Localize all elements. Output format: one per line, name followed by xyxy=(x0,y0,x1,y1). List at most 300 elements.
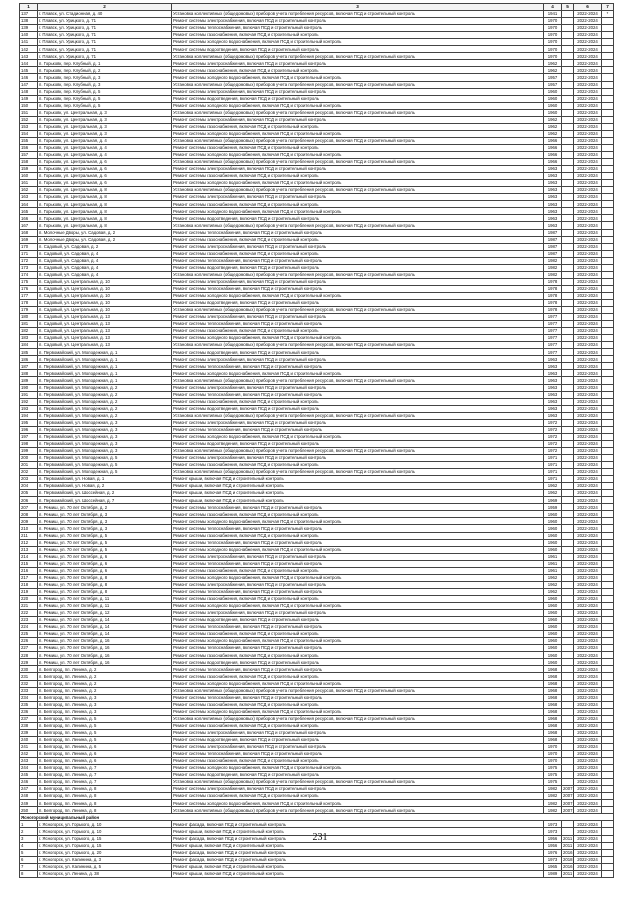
cell-build-year: 1977 xyxy=(544,342,562,349)
cell-note xyxy=(602,222,614,229)
cell-note xyxy=(602,800,614,807)
cell-row-number: 242 xyxy=(20,750,38,757)
cell-repair-year xyxy=(562,39,574,46)
cell-repair-year: 2011 xyxy=(563,835,573,841)
cell-note xyxy=(602,307,614,314)
cell-planned-period: 2022-2024 xyxy=(574,215,602,222)
cell-build-year: 1962 xyxy=(544,130,562,137)
cell-note xyxy=(602,321,614,328)
table-row xyxy=(20,581,614,588)
cell-repair-year xyxy=(562,602,574,609)
cell-address: п. Белгород, пл. Ленина, д. 8 xyxy=(38,807,172,814)
cell-build-year: 1978 xyxy=(544,285,562,292)
cell-build-year: 1978 xyxy=(544,307,562,314)
cell-build-year: 1961 xyxy=(544,567,562,574)
cell-note xyxy=(602,377,614,384)
col-header-3: 3 xyxy=(172,4,544,11)
cell-build-year: 1960 xyxy=(544,638,562,645)
cell-work-type: Установка коллективных (общедомовых) приборов учета потребления ресурсов, включая ПСД и строительный контроль xyxy=(172,11,544,18)
cell-planned-period: 2022-2024 xyxy=(574,285,602,292)
cell-row-number: 224 xyxy=(20,624,38,631)
cell-row-number: 166 xyxy=(20,215,38,222)
cell-row-number: 154 xyxy=(20,130,38,137)
cell-planned-period: 2022-2024 xyxy=(574,208,602,215)
cell-build-year: 1960 xyxy=(544,645,562,652)
cell-work-type: Ремонт системы газоснабжения, включая ПСД и строительный контроль xyxy=(172,631,544,638)
cell-note xyxy=(602,39,614,46)
cell-row-number: 228 xyxy=(20,652,38,659)
table-row xyxy=(20,504,614,511)
cell-planned-period: 2022-2024 xyxy=(574,595,602,602)
table-row xyxy=(20,426,614,433)
section-title: Ясногорский муниципальный район xyxy=(20,814,614,821)
cell-repair-year: 2011 xyxy=(563,870,573,876)
cell-repair-year xyxy=(562,250,574,257)
cell-repair-year xyxy=(562,405,574,412)
table-row xyxy=(20,405,614,412)
cell-address: п. Первомайский, ул. Молодежная, д. 3 xyxy=(38,447,172,454)
cell-address: п. Первомайский, ул. Молодежная, д. 5 xyxy=(38,462,172,469)
cell-address: п. Горьковк, пер. Клубный, д. 3 xyxy=(38,74,172,81)
cell-build-year: 1960 xyxy=(544,631,562,638)
cell-work-type: Ремонт системы электроснабжения, включая ПСД и строительный контроль xyxy=(172,786,544,793)
cell-note xyxy=(602,793,614,800)
table-row xyxy=(20,673,614,680)
cell-address: п. Садовый, ул. Центральная, д. 13 xyxy=(38,328,172,335)
cell-row-number: 190 xyxy=(20,384,38,391)
table-row xyxy=(20,271,614,278)
cell-note xyxy=(602,88,614,95)
cell-row-number: 216 xyxy=(20,567,38,574)
table-row xyxy=(20,88,614,95)
cell-build-year: 1977 xyxy=(544,349,562,356)
cell-address: п. Первомайский, ул. Молодежная, д. 1 xyxy=(38,349,172,356)
cell-build-year: 1972 xyxy=(544,426,562,433)
cell-repair-year xyxy=(562,539,574,546)
table-row xyxy=(20,708,614,715)
cell-row-number: 204 xyxy=(20,483,38,490)
cell-row-number: 244 xyxy=(20,765,38,772)
cell-address: п. Горьковк, пер. Клубный, д. 1 xyxy=(38,60,172,67)
cell-address: п. Белгород, пл. Ленина, д. 5 xyxy=(38,729,172,736)
cell-note xyxy=(602,116,614,123)
cell-repair-year xyxy=(562,659,574,666)
cell-note xyxy=(602,779,614,786)
table-row xyxy=(20,722,614,729)
cell-repair-year xyxy=(562,645,574,652)
cell-build-year: 1960 xyxy=(544,659,562,666)
cell-build-year: 1972 xyxy=(544,419,562,426)
cell-row-number: 236 xyxy=(20,708,38,715)
cell-work-type: Ремонт системы газоснабжения, включая ПСД и строительный контроль xyxy=(172,793,544,800)
cell-repair-year xyxy=(562,666,574,673)
cell-row-number: 203 xyxy=(20,476,38,483)
cell-build-year: 1977 xyxy=(544,314,562,321)
table-row xyxy=(20,166,614,173)
cell-address: п. Садовый, ул. Садовая, д. 4 xyxy=(38,271,172,278)
cell-note xyxy=(602,32,614,39)
table-row xyxy=(20,546,614,553)
cell-build-year: 1962 xyxy=(544,123,562,130)
cell-row-number: 214 xyxy=(20,553,38,560)
cell-planned-period: 2022-2024 xyxy=(574,673,602,680)
cell-planned-period: 2022-2024 xyxy=(574,377,602,384)
cell-work-type: Установка коллективных (общедомовых) приборов учета потребления ресурсов, включая ПСД и строительный контроль xyxy=(172,469,544,476)
cell-repair-year xyxy=(562,476,574,483)
table-row xyxy=(20,250,614,257)
cell-build-year: 1982 xyxy=(544,271,562,278)
cell-build-year: 1963 xyxy=(544,173,562,180)
cell-row-number: 188 xyxy=(20,370,38,377)
cell-work-type: Установка коллективных (общедомовых) приборов учета потребления ресурсов, включая ПСД и строительный контроль xyxy=(172,377,544,384)
cell-address: п. Белгород, пл. Ленина, д. 3 xyxy=(38,708,172,715)
cell-planned-period: 2022-2024 xyxy=(574,222,602,229)
cell-note xyxy=(602,567,614,574)
cell-address: п. Ремиш, ул. 70 лет Октября, д. 3 xyxy=(38,525,172,532)
cell-work-type: Установка коллективных (общедомовых) приборов учета потребления ресурсов, включая ПСД и строительный контроль xyxy=(172,779,544,786)
table-row xyxy=(20,617,614,624)
cell-address: п. Садовый, ул. Центральная, д. 10 xyxy=(38,278,172,285)
cell-planned-period: 2022-2024 xyxy=(574,328,602,335)
table-row xyxy=(20,285,614,292)
cell-row-number: 144 xyxy=(20,60,38,67)
cell-work-type: Ремонт системы холодного водоснабжения, включая ПСД и строительный контроль xyxy=(172,370,544,377)
cell-build-year: 1960 xyxy=(544,525,562,532)
cell-repair-year xyxy=(562,595,574,602)
cell-work-type: Установка коллективных (общедомовых) приборов учета потребления ресурсов, включая ПСД и строительный контроль xyxy=(172,807,544,814)
cell-note xyxy=(602,680,614,687)
table-row xyxy=(20,349,614,356)
cell-row-number: 215 xyxy=(20,560,38,567)
cell-planned-period: 2022-2024 xyxy=(574,560,602,567)
cell-build-year: 1978 xyxy=(544,292,562,299)
cell-work-type: Ремонт крыши, включая ПСД и строительный контроль xyxy=(172,497,544,504)
cell-work-type: Ремонт системы холодного водоснабжения, включая ПСД и строительный контроль xyxy=(172,680,544,687)
cell-planned-period: 2022-2024 xyxy=(574,504,602,511)
cell-work-type: Ремонт системы газоснабжения, включая ПСД и строительный контроль xyxy=(172,144,544,151)
cell-note xyxy=(602,194,614,201)
table-row xyxy=(20,694,614,701)
cell-build-year: 1975 xyxy=(544,765,562,772)
cell-repair-year xyxy=(562,574,574,581)
cell-repair-year xyxy=(562,137,574,144)
cell-repair-year xyxy=(562,299,574,306)
cell-repair-year xyxy=(562,271,574,278)
cell-address: п. Ремиш, ул. 70 лет Октября, д. 14 xyxy=(38,624,172,631)
cell-planned-period: 2022-2024 xyxy=(574,793,602,800)
cell-address: п. Первомайский, ул. Новая, д. 2 xyxy=(38,483,172,490)
cell-note xyxy=(602,257,614,264)
cell-work-type: Ремонт системы теплоснабжения, включая ПСД и строительный контроль xyxy=(172,666,544,673)
cell-work-type: Ремонт системы электроснабжения, включая ПСД и строительный контроль xyxy=(172,314,544,321)
cell-note xyxy=(602,750,614,757)
cell-work-type: Ремонт системы электроснабжения, включая ПСД и строительный контроль xyxy=(172,243,544,250)
cell-work-type: Ремонт системы холодного водоснабжения, включая ПСД и строительный контроль xyxy=(172,800,544,807)
table-row xyxy=(20,151,614,158)
cell-build-year: 1960 xyxy=(544,539,562,546)
table-row xyxy=(20,67,614,74)
cell-note xyxy=(602,67,614,74)
cell-note xyxy=(602,109,614,116)
cell-note xyxy=(602,666,614,673)
cell-work-type: Ремонт системы холодного водоснабжения, включая ПСД и строительный контроль xyxy=(172,102,544,109)
cell-build-year: 1968 xyxy=(544,722,562,729)
table-row xyxy=(20,800,614,807)
cell-build-year: 1970 xyxy=(544,32,562,39)
cell-row-number: 172 xyxy=(20,257,38,264)
cell-build-year: 1982 xyxy=(544,257,562,264)
cell-planned-period: 2022-2024 xyxy=(574,750,602,757)
cell-planned-period: 2022-2024 xyxy=(574,835,602,842)
capital-repair-table-sheet xyxy=(19,3,613,878)
cell-work-type: Ремонт системы холодного водоснабжения, включая ПСД и строительный контроль xyxy=(172,546,544,553)
cell-repair-year xyxy=(562,243,574,250)
cell-row-number: 237 xyxy=(20,715,38,722)
cell-address: г. Ясногорск, ул. Горького, д. 15 xyxy=(38,835,172,842)
cell-build-year: 1969 xyxy=(544,497,562,504)
cell-repair-year xyxy=(562,342,574,349)
cell-build-year: 1963 xyxy=(544,222,562,229)
table-row xyxy=(20,222,614,229)
table-row xyxy=(20,553,614,560)
cell-note xyxy=(602,419,614,426)
cell-row-number: 146 xyxy=(20,74,38,81)
table-row xyxy=(20,46,614,53)
cell-address: п. Белгород, пл. Ленина, д. 7 xyxy=(38,772,172,779)
cell-note xyxy=(602,391,614,398)
cell-build-year: 1963 xyxy=(544,377,562,384)
cell-planned-period: 2022-2024 xyxy=(574,610,602,617)
cell-planned-period: 2022-2024 xyxy=(574,525,602,532)
cell-repair-year xyxy=(562,187,574,194)
cell-build-year: 1968 xyxy=(544,680,562,687)
cell-work-type: Ремонт системы электроснабжения, включая ПСД и строительный контроль xyxy=(172,610,544,617)
cell-repair-year: 2007 xyxy=(563,807,573,813)
cell-row-number: 137 xyxy=(20,11,38,18)
cell-planned-period: 2022-2024 xyxy=(574,518,602,525)
cell-planned-period: 2022-2024 xyxy=(574,67,602,74)
cell-work-type: Ремонт системы электроснабжения, включая ПСД и строительный контроль xyxy=(172,166,544,173)
cell-work-type: Ремонт системы газоснабжения, включая ПСД и строительный контроль xyxy=(172,511,544,518)
cell-build-year: 1970 xyxy=(544,750,562,757)
cell-note xyxy=(602,863,614,870)
cell-row-number: 158 xyxy=(20,159,38,166)
cell-note xyxy=(602,123,614,130)
cell-planned-period: 2022-2024 xyxy=(574,821,602,828)
cell-row-number: 218 xyxy=(20,581,38,588)
cell-work-type: Ремонт системы газоснабжения, включая ПСД и строительный контроль xyxy=(172,652,544,659)
cell-row-number: 202 xyxy=(20,469,38,476)
cell-work-type: Ремонт системы водоотведения, включая ПСД и строительный контроль xyxy=(172,264,544,271)
cell-planned-period: 2022-2024 xyxy=(574,447,602,454)
cell-address: г. Ясногорск, ул. Горького, д. 20 xyxy=(38,849,172,856)
cell-repair-year xyxy=(562,652,574,659)
cell-planned-period: 2022-2024 xyxy=(574,342,602,349)
cell-repair-year xyxy=(562,412,574,419)
cell-planned-period: 2022-2024 xyxy=(574,18,602,25)
cell-work-type: Ремонт системы электроснабжения, включая ПСД и строительный контроль xyxy=(172,116,544,123)
cell-note xyxy=(602,694,614,701)
cell-address: п. Молочные Дворы, ул. Садовая, д. 2 xyxy=(38,229,172,236)
cell-planned-period: 2022-2024 xyxy=(574,624,602,631)
cell-note xyxy=(602,772,614,779)
cell-row-number: 184 xyxy=(20,342,38,349)
cell-build-year: 1960 xyxy=(544,610,562,617)
cell-note xyxy=(602,574,614,581)
cell-repair-year xyxy=(562,391,574,398)
cell-planned-period: 2022-2024 xyxy=(574,588,602,595)
cell-repair-year xyxy=(562,631,574,638)
cell-planned-period: 2022-2024 xyxy=(574,863,602,870)
table-row xyxy=(20,497,614,504)
cell-build-year: 1962 xyxy=(544,581,562,588)
cell-row-number: 141 xyxy=(20,39,38,46)
table-row xyxy=(20,701,614,708)
cell-address: г. Плавск, ул. Стадионная, д. 40 xyxy=(38,11,172,18)
cell-row-number: 243 xyxy=(20,758,38,765)
cell-row-number: 210 xyxy=(20,525,38,532)
table-row xyxy=(20,384,614,391)
table-row xyxy=(20,264,614,271)
cell-note xyxy=(602,870,614,877)
cell-repair-year xyxy=(562,532,574,539)
cell-row-number: 219 xyxy=(20,588,38,595)
cell-work-type: Ремонт системы холодного водоснабжения, включая ПСД и строительный контроль xyxy=(172,208,544,215)
cell-planned-period: 2022-2024 xyxy=(574,708,602,715)
cell-note xyxy=(602,687,614,694)
cell-planned-period: 2022-2024 xyxy=(574,772,602,779)
cell-note xyxy=(602,532,614,539)
cell-address: п. Белгород, пл. Ленина, д. 7 xyxy=(38,765,172,772)
cell-build-year: 1970 xyxy=(544,46,562,53)
cell-address: п. Ремиш, ул. 70 лет Октября, д. 11 xyxy=(38,602,172,609)
cell-note xyxy=(602,412,614,419)
table-row xyxy=(20,680,614,687)
table-row xyxy=(20,666,614,673)
cell-build-year: 1962 xyxy=(544,483,562,490)
cell-repair-year xyxy=(562,553,574,560)
cell-build-year: 1971 xyxy=(544,462,562,469)
cell-planned-period: 2022-2024 xyxy=(574,314,602,321)
table-row xyxy=(20,807,614,814)
cell-row-number: 170 xyxy=(20,243,38,250)
cell-row-number: 175 xyxy=(20,278,38,285)
table-row xyxy=(20,793,614,800)
cell-build-year: 1960 xyxy=(544,532,562,539)
table-body xyxy=(20,11,614,878)
cell-repair-year xyxy=(562,335,574,342)
cell-work-type: Ремонт системы теплоснабжения, включая ПСД и строительный контроль xyxy=(172,560,544,567)
cell-build-year: 1962 xyxy=(544,574,562,581)
cell-repair-year xyxy=(562,292,574,299)
cell-build-year: 1973 xyxy=(544,856,562,863)
cell-repair-year: 2007 xyxy=(563,793,573,799)
cell-repair-year xyxy=(562,447,574,454)
cell-work-type: Ремонт фасада, включая ПСД и строительный контроль xyxy=(172,849,544,856)
cell-planned-period: 2022-2024 xyxy=(574,553,602,560)
cell-address: п. Горьковк, ул. Центральная, д. 4 xyxy=(38,151,172,158)
cell-build-year: 1987 xyxy=(544,236,562,243)
cell-planned-period: 2022-2024 xyxy=(574,469,602,476)
cell-repair-year xyxy=(562,588,574,595)
cell-repair-year xyxy=(562,173,574,180)
cell-repair-year xyxy=(562,497,574,504)
cell-build-year: 1963 xyxy=(544,363,562,370)
cell-repair-year: 2011 xyxy=(563,842,573,848)
cell-planned-period: 2022-2024 xyxy=(574,264,602,271)
cell-note xyxy=(602,581,614,588)
cell-repair-year xyxy=(562,67,574,74)
cell-note xyxy=(602,102,614,109)
cell-planned-period: 2022-2024 xyxy=(574,398,602,405)
cell-note xyxy=(602,786,614,793)
cell-note xyxy=(602,708,614,715)
cell-repair-year xyxy=(562,758,574,765)
table-row xyxy=(20,624,614,631)
cell-build-year: 1957 xyxy=(544,81,562,88)
cell-repair-year xyxy=(562,504,574,511)
cell-build-year: 1978 xyxy=(544,278,562,285)
cell-row-number: 207 xyxy=(20,504,38,511)
cell-row-number: 205 xyxy=(20,490,38,497)
cell-note xyxy=(602,243,614,250)
cell-repair-year xyxy=(562,398,574,405)
table-row xyxy=(20,137,614,144)
cell-address: п. Белгород, пл. Ленина, д. 5 xyxy=(38,736,172,743)
cell-build-year: 1956 xyxy=(544,842,562,849)
cell-repair-year xyxy=(562,694,574,701)
cell-address: п. Садовый, ул. Садовая, д. 4 xyxy=(38,250,172,257)
cell-build-year: 1960 xyxy=(544,102,562,109)
cell-work-type: Ремонт системы холодного водоснабжения, включая ПСД и строительный контроль xyxy=(172,39,544,46)
col-header-2: 2 xyxy=(38,4,172,11)
table-row xyxy=(20,743,614,750)
cell-repair-year xyxy=(562,229,574,236)
cell-planned-period: 2022-2024 xyxy=(574,765,602,772)
cell-row-number: 191 xyxy=(20,391,38,398)
cell-row-number: 168 xyxy=(20,229,38,236)
cell-work-type: Ремонт фасада, включая ПСД и строительный контроль xyxy=(172,856,544,863)
cell-repair-year xyxy=(562,624,574,631)
cell-note xyxy=(602,631,614,638)
cell-work-type: Ремонт системы электроснабжения, включая ПСД и строительный контроль xyxy=(172,278,544,285)
table-row xyxy=(20,335,614,342)
cell-repair-year xyxy=(562,307,574,314)
cell-planned-period: 2022-2024 xyxy=(574,130,602,137)
table-row xyxy=(20,377,614,384)
cell-planned-period: 2022-2024 xyxy=(574,159,602,166)
cell-build-year: 1970 xyxy=(544,758,562,765)
cell-row-number: 198 xyxy=(20,440,38,447)
cell-row-number: 157 xyxy=(20,151,38,158)
cell-repair-year xyxy=(562,673,574,680)
table-row xyxy=(20,53,614,60)
cell-planned-period: 2022-2024 xyxy=(574,370,602,377)
cell-note xyxy=(602,652,614,659)
table-row xyxy=(20,412,614,419)
cell-repair-year xyxy=(562,285,574,292)
cell-work-type: Ремонт системы газоснабжения, включая ПСД и строительный контроль xyxy=(172,201,544,208)
cell-repair-year xyxy=(562,102,574,109)
cell-repair-year xyxy=(562,772,574,779)
table-row xyxy=(20,130,614,137)
cell-build-year: 1963 xyxy=(544,398,562,405)
cell-address: г. Ясногорск, ул. Горького, д. 15 xyxy=(38,842,172,849)
cell-repair-year: 2018 xyxy=(563,856,573,862)
cell-repair-year xyxy=(562,81,574,88)
cell-address: п. Белгород, пл. Ленина, д. 8 xyxy=(38,793,172,800)
cell-work-type: Ремонт системы электроснабжения, включая ПСД и строительный контроль xyxy=(172,384,544,391)
